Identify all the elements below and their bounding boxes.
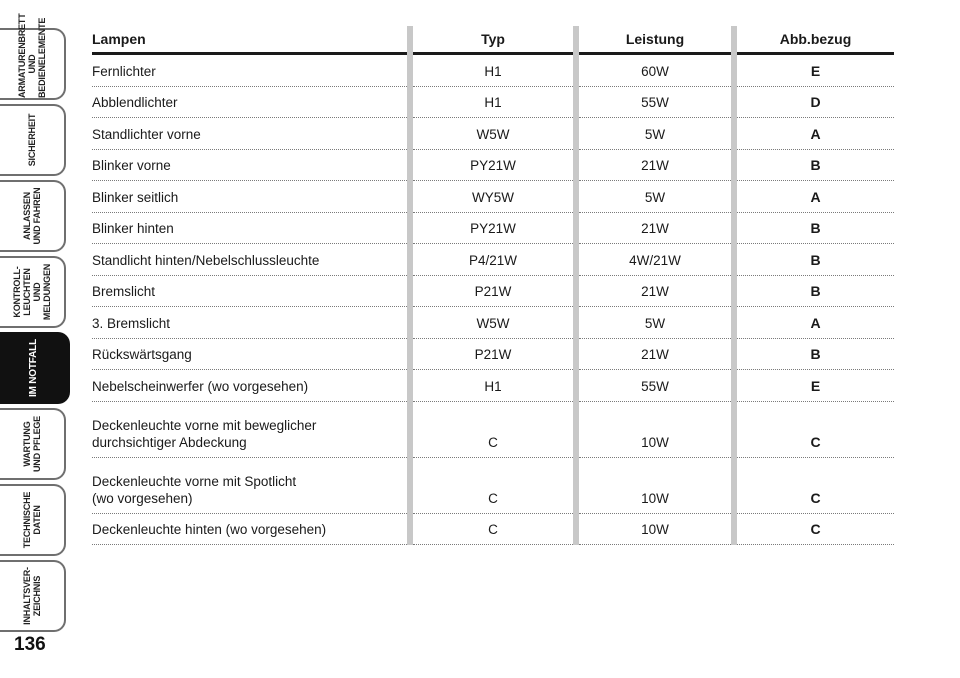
figure-reference-cell: B [734,338,894,370]
figure-reference-cell: D [734,86,894,118]
chapter-tab-label: WARTUNG UND PFLEGE [22,416,42,473]
chapter-tab-5[interactable] [0,408,66,480]
lamp-type-cell: W5W [410,307,576,339]
figure-reference-cell: A [734,118,894,150]
lamp-power-cell: 5W [576,307,734,339]
table-row [92,86,894,118]
lamp-name-cell: Deckenleuchte vorne mit beweglicher durchsichtiger Abdeckung [92,401,410,457]
table-row [92,370,894,402]
lamp-name-cell: Deckenleuchte hinten (wo vorgesehen) [92,513,410,545]
lamp-table [92,26,894,545]
table-row [92,149,894,181]
lamp-name-cell: 3. Bremslicht [92,307,410,339]
lamp-power-cell: 5W [576,118,734,150]
chapter-tab-label: INHALTSVER- ZEICHNIS [22,567,42,625]
table-header-row [92,26,894,54]
lamp-type-cell: H1 [410,86,576,118]
lamp-power-cell: 21W [576,212,734,244]
lamp-name-cell: Blinker vorne [92,149,410,181]
header-leistung: Leistung [576,26,734,54]
table-row [92,338,894,370]
figure-reference-cell: C [734,401,894,457]
lamp-power-cell: 21W [576,275,734,307]
chapter-tab-0[interactable] [0,13,66,100]
lamp-name-cell: Standlichter vorne [92,118,410,150]
chapter-tab-4[interactable] [0,332,70,404]
lamp-name-cell: Blinker seitlich [92,181,410,213]
lamp-name-cell: Bremslicht [92,275,410,307]
figure-reference-cell: A [734,307,894,339]
lamp-power-cell: 55W [576,86,734,118]
lamp-name-cell: Abblendlichter [92,86,410,118]
lamp-type-cell: H1 [410,370,576,402]
table-row [92,54,894,87]
lamp-power-cell: 4W/21W [576,244,734,276]
table-row [92,275,894,307]
table-row [92,118,894,150]
lamp-type-cell: H1 [410,54,576,87]
figure-reference-cell: E [734,54,894,87]
lamp-name-cell: Deckenleuchte vorne mit Spotlicht (wo vorgesehen) [92,457,410,513]
header-abb-bezug: Abb.bezug [734,26,894,54]
lamp-power-cell: 5W [576,181,734,213]
lamp-type-cell: W5W [410,118,576,150]
lamp-power-cell: 55W [576,370,734,402]
header-typ: Typ [410,26,576,54]
lamp-name-cell: Standlicht hinten/Nebelschlussleuchte [92,244,410,276]
lamp-type-cell: P21W [410,338,576,370]
figure-reference-cell: B [734,212,894,244]
lamp-power-cell: 10W [576,513,734,545]
chapter-tab-label: ANLASSEN UND FAHREN [22,187,42,245]
chapter-tab-label: SICHERHEIT [27,113,37,167]
figure-reference-cell: A [734,181,894,213]
header-lampen: Lampen [92,26,410,54]
lamp-type-cell: P21W [410,275,576,307]
lamp-type-cell: PY21W [410,212,576,244]
lamp-type-cell: P4/21W [410,244,576,276]
lamp-power-cell: 21W [576,149,734,181]
lamp-type-cell: WY5W [410,181,576,213]
figure-reference-cell: B [734,149,894,181]
table-row [92,181,894,213]
lamp-type-cell: C [410,401,576,457]
lamp-power-cell: 60W [576,54,734,87]
table-row [92,307,894,339]
table-row [92,513,894,545]
lamp-table-container [92,26,894,545]
lamp-name-cell: Nebelscheinwerfer (wo vorgesehen) [92,370,410,402]
chapter-tab-2[interactable] [0,180,66,252]
chapter-tab-label: IM NOTFALL [28,339,39,397]
figure-reference-cell: E [734,370,894,402]
lamp-type-cell: C [410,457,576,513]
figure-reference-cell: C [734,457,894,513]
chapter-tab-label: KONTROLL- LEUCHTEN UND MELDUNGEN [12,263,52,321]
figure-reference-cell: B [734,275,894,307]
chapter-tab-label: TECHNISCHE DATEN [22,491,42,549]
page-number: 136 [14,634,46,655]
lamp-name-cell: Rückswärtsgang [92,338,410,370]
chapter-tab-6[interactable] [0,484,66,556]
table-row [92,457,894,513]
lamp-type-cell: PY21W [410,149,576,181]
table-row [92,244,894,276]
table-row [92,212,894,244]
chapter-tab-label: ARMATURENBRETT UND BEDIENELEMENTE [17,13,47,98]
chapter-tab-1[interactable] [0,104,66,176]
lamp-power-cell: 10W [576,457,734,513]
lamp-power-cell: 21W [576,338,734,370]
chapter-tab-3[interactable] [0,256,66,328]
lamp-name-cell: Blinker hinten [92,212,410,244]
table-row [92,401,894,457]
figure-reference-cell: C [734,513,894,545]
lamp-power-cell: 10W [576,401,734,457]
chapter-tab-7[interactable] [0,560,66,632]
chapter-tabs [0,13,72,636]
lamp-type-cell: C [410,513,576,545]
lamp-name-cell: Fernlichter [92,54,410,87]
figure-reference-cell: B [734,244,894,276]
